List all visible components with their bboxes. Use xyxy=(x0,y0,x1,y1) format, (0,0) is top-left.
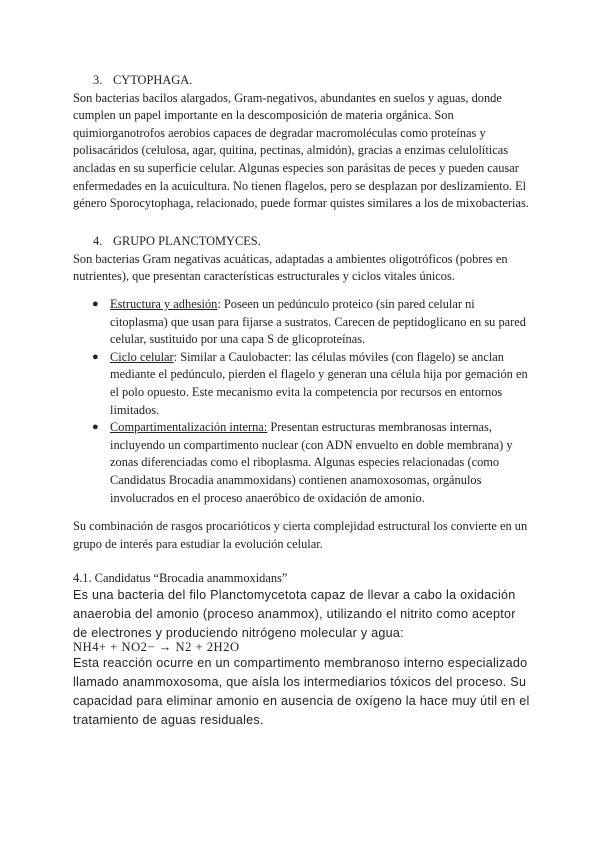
subsection-4-1-conclusion: Esta reacción ocurre en un compartimento membranoso interno especializado llamado anammoxosoma, que aísla los intermediarios tóxicos del proceso. Su capacidad para eliminar amonio en ausencia de oxígeno la hace muy útil en el tratamiento de aguas residuales. xyxy=(73,656,530,727)
feature-text: Presentan estructuras membranosas internas, incluyendo un compartimento nuclear (con ADN envuelto en doble membrana) y zonas diferenciadas como el riboplasma. Algunas especies relacionadas (como Candidatus Brocadia anammoxidans) contienen anamoxosomas, orgánulos involucrados en el proceso anaeróbico de oxidación de amonio. xyxy=(110,420,513,505)
list-item xyxy=(73,419,533,507)
chemical-equation: NH4+ + NO2− → N2 + 2H2O xyxy=(73,640,240,654)
section-3-body: Son bacterias bacilos alargados, Gram-negativos, abundantes en suelos y aguas, donde cumplen un papel importante en la descomposición de materia orgánica. Son quimiorganotrofos aerobios capaces de degradar macromoléculas como proteínas y polisacáridos (celulosa, agar, quitina, pectinas, almidón), gracias a enzimas celulolíticas ancladas en su superficie celular. Algunas especies son parásitas de peces y pueden causar enfermedades en la acuicultura. No tienen flagelos, pero se desplazan por deslizamiento. El género Sporocytophaga, relacionado, puede formar quistes similares a los de mixobacterias. xyxy=(73,90,529,211)
section-4-intro: Son bacterias Gram negativas acuáticas, adaptadas a ambientes oligotróficos (pobres en nutrientes), que presentan características estructurales y ciclos vitales únicos. xyxy=(73,251,508,284)
section-4-conclusion: Su combinación de rasgos procarióticos y cierta complejidad estructural los convierte en un grupo de interés para estudiar la evolución celular. xyxy=(73,519,528,551)
section-4-title: GRUPO PLANCTOMYCES. xyxy=(113,234,261,248)
feature-text: : Poseen un pedúnculo proteico (sin pared celular ni citoplasma) que usan para fijarse a sustratos. Carecen de peptidoglicano en su pared celular, sustituido por una capa S de glicoproteínas. xyxy=(110,297,526,347)
subsection-4-1-heading: 4.1. Candidatus “Brocadia anammoxidans” xyxy=(73,571,288,585)
list-item xyxy=(73,349,533,419)
subsection-4-1-text: Es una bacteria del filo Planctomycetota capaz de llevar a cabo la oxidación anaerobia del amonio (proceso anammox), utilizando el nitrito como aceptor de electrones y produciendo nitrógeno molecular y agua: xyxy=(73,588,516,640)
section-3-heading xyxy=(73,72,553,90)
bullet-icon: ● xyxy=(92,421,99,434)
feature-term: Ciclo celular xyxy=(110,349,174,364)
feature-term: Estructura y adhesión xyxy=(110,297,218,311)
section-3-title: CYTOPHAGA. xyxy=(113,73,193,87)
section-4-heading xyxy=(73,233,553,251)
section-3-number: 3. xyxy=(93,73,103,87)
bullet-icon: ● xyxy=(92,298,99,310)
feature-text: : Similar a Caulobacter: las células móviles (con flagelo) se anclan mediante el pedúnculo, pierden el flagelo y generan una célula hija por gemación en el polo opuesto. Este mecanismo evita la competencia por recursos en entornos limitados. xyxy=(110,349,528,417)
bullet-icon: ● xyxy=(92,350,99,363)
feature-list xyxy=(73,296,533,507)
feature-term: Compartimentalización interna: xyxy=(110,420,268,435)
list-item xyxy=(73,296,533,349)
section-4-number: 4. xyxy=(93,234,103,248)
